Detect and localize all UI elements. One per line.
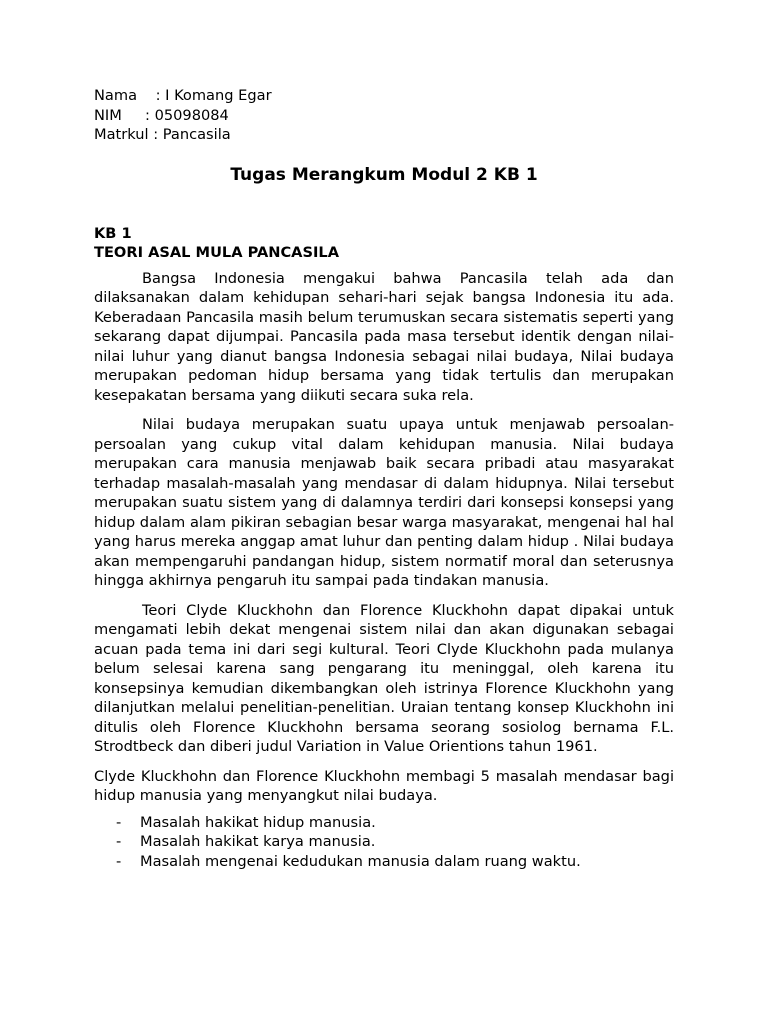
section-heading: TEORI ASAL MULA PANCASILA xyxy=(94,244,340,261)
list-item xyxy=(94,813,674,833)
course-line: Matrkul : Pancasila xyxy=(94,126,231,143)
student-name-line: Nama : I Komang Egar xyxy=(94,87,272,104)
section-label: KB 1 xyxy=(94,224,132,242)
student-id-line: NIM : 05098084 xyxy=(94,106,229,124)
paragraph-1: Bangsa Indonesia mengakui bahwa Pancasila telah ada dan dilaksanakan dalam kehidupan sehari-hari sejak bangsa Indonesia itu ada. Keberadaan Pancasila masih belum terumuskan secara sistematis seperti yang sekarang dapat dijumpai. Pancasila pada masa tersebut identik dengan nilai-nilai luhur yang dianut bangsa Indonesia sebagai nilai budaya, Nilai budaya merupakan pedoman hidup bersama yang tidak tertulis dan merupakan kesepakatan bersama yang diikuti secara suka rela. xyxy=(94,269,674,404)
list-item-text: Masalah hakikat hidup manusia. xyxy=(140,813,376,831)
bullet-list xyxy=(94,813,674,872)
document-body xyxy=(94,86,674,871)
list-item xyxy=(94,852,674,872)
bullet-dash: - xyxy=(116,852,122,870)
bullet-dash: - xyxy=(116,833,122,850)
list-item xyxy=(94,832,674,852)
list-item-text: Masalah mengenai kedudukan manusia dalam ruang waktu. xyxy=(140,852,581,870)
list-item-text: Masalah hakikat karya manusia. xyxy=(140,833,376,850)
paragraph-4: Clyde Kluckhohn dan Florence Kluckhohn membagi 5 masalah mendasar bagi hidup manusia yang menyangkut nilai budaya. xyxy=(94,767,674,804)
bullet-dash: - xyxy=(116,813,122,831)
paragraph-3: Teori Clyde Kluckhohn dan Florence Kluckhohn dapat dipakai untuk mengamati lebih dekat mengenai sistem nilai dan akan digunakan sebagai acuan pada tema ini dari segi kultural. Teori Clyde Kluckhohn pada mulanya belum selesai karena sang pengarang itu meninggal, oleh karena itu konsepsinya kemudian dikembangkan oleh istrinya Florence Kluckhohn yang dilanjutkan melalui penelitian-penelitian. Uraian tentang konsep Kluckhohn ini ditulis oleh Florence Kluckhohn bersama seorang sosiolog bernama F.L. Strodtbeck dan diberi judul Variation in Value Orientions tahun 1961. xyxy=(94,601,674,755)
document-title: Tugas Merangkum Modul 2 KB 1 xyxy=(230,164,538,185)
paragraph-2: Nilai budaya merupakan suatu upaya untuk menjawab persoalan-persoalan yang cukup vital dalam kehidupan manusia. Nilai budaya merupakan cara manusia menjawab baik secara pribadi atau masyarakat terhadap masalah-masalah yang mendasar di dalam hidupnya. Nilai tersebut merupakan suatu sistem yang di dalamnya terdiri dari konsepsi konsepsi yang hidup dalam alam pikiran sebagian besar warga masyarakat, mengenai hal hal yang harus mereka anggap amat luhur dan penting dalam hidup . Nilai budaya akan mempengaruhi pandangan hidup, sistem normatif moral dan seterusnya hingga akhirnya pengaruh itu sampai pada tindakan manusia. xyxy=(94,416,674,589)
